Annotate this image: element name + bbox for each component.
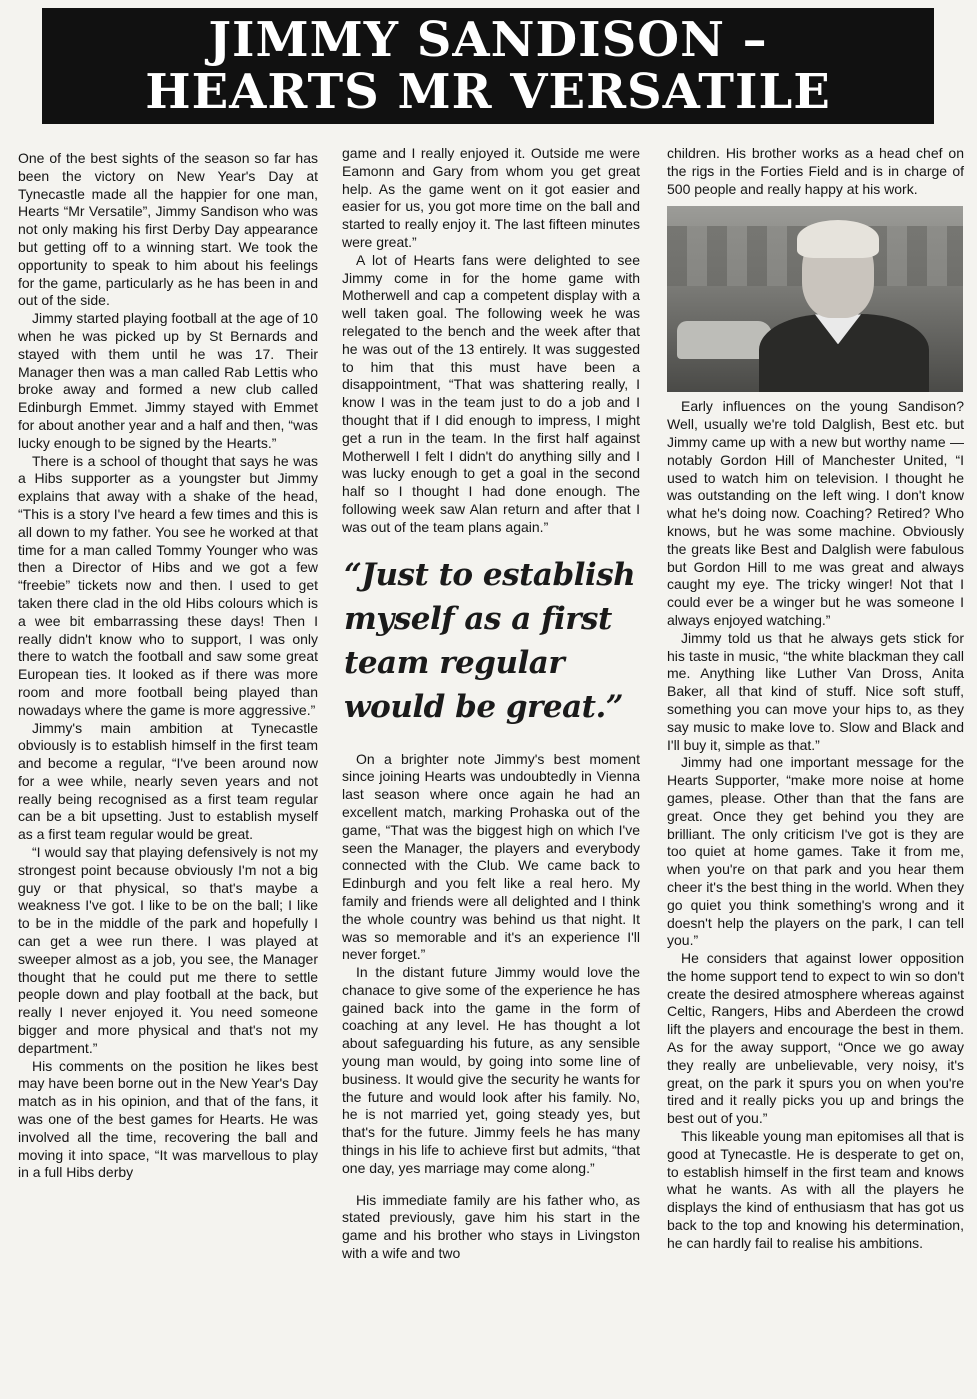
paragraph: One of the best sights of the season so far has been the victory on New Year's Day at Tynecastle made all the happier for one man, Hearts “Mr Versatile”, Jimmy Sandison who was not only making his first Derby Day appearance but getting off to a winning start. We took the opportunity to speak to him about his feelings for the game, particularly as he has been in and out of the side. [18, 150, 318, 309]
paragraph: Jimmy's main ambition at Tynecastle obviously is to establish himself in the first team and become a regular, “I've been around now for a wee while, nearly seven years and not really being recognised as a first team regular can be a bit upsetting. Just to establish myself as a first team regular would be great. [18, 719, 318, 843]
headline-line-2: HEARTS MR VERSATILE [145, 64, 831, 120]
paragraph: This likeable young man epitomises all that is good at Tynecastle. He is desperate to get on, to establish himself in the first team and knows what he wants. As with all the players he displays the kind of enthusiasm that has got us back to the top and knowing his determination, he can hardly fail to realise his ambitions. [667, 1128, 964, 1251]
paragraph: A lot of Hearts fans were delighted to see Jimmy come in for the home game with Motherwell and cap a competent display with a well taken goal. The following week he was relegated to the bench and the week after that he was out of the 13 entirely. It was suggested to him that this must have been a disappointment, “That was shattering really, I know I was in the team just to do a job and I thought that if I did enough to impress, I might get a run in the team. In the first half against Motherwell I felt I didn't do anything silly and I was lucky enough to get a goal in the second half so I thought I had done enough. The following week saw Alan return and after that I was out of the team plans again.” [342, 251, 640, 535]
paragraph: Jimmy started playing football at the age of 10 when he was picked up by St Bernards and stayed with them until he was 17. Their Manager then was a man called Rab Lettis who broke away and formed a new club called Edinburgh Emmet. Jimmy stayed with Emmet for about another year and a half and then, “was lucky enough to be signed by the Hearts.” [18, 310, 318, 451]
column-2 [342, 145, 640, 1263]
column-3 [667, 145, 964, 1253]
paragraph: “I would say that playing defensively is not my strongest point because obviously I'm not a big guy or that physical, so that's maybe a weakness I've got. I like to be on the ball; I like to be in the middle of the park and hopefully I can get a wee run there. I was played at sweeper almost as a job, you see, the Manager thought that he could put me there to settle people down and play football at the back, but really I never enjoyed it. You need someone bigger and more physical and that's not my department.” [18, 844, 318, 1056]
paragraph: children. His brother works as a head chef on the rigs in the Forties Field and is in charge of 500 people and really happy at his work. [667, 145, 964, 197]
headline-banner [42, 8, 934, 124]
photo-car [677, 321, 772, 359]
pull-quote: “Just to establish myself as a first team regular would be great.” [344, 556, 636, 725]
paragraph: Jimmy had one important message for the Hearts Supporter, “make more noise at home games, please. Other than that the fans are great. Once they get behind you they are brilliant. The only criticism I've got is they are too quiet at home games. Take it from me, when you're on that park and you hear them cheer it's the best thing in the world. When they go quiet you think something's wrong and it doesn't help the players on the park, I can tell you.” [667, 754, 964, 949]
paragraph: In the distant future Jimmy would love the chanace to give some of the experience he has gained back into the game in the form of coaching at any level. He has thought a lot about safeguarding his future, as any sensible young man would, by going into some line of business. It would give the security he wants for the future and would look after his family. No, he is not married yet, going steady yes, but that's for the future. Jimmy feels he has many things in his life to achieve first but admits, “that one day, yes marriage may come along.” [342, 964, 640, 1176]
paragraph: game and I really enjoyed it. Outside me were Eamonn and Gary from whom you get great help. As the game went on it got easier and easier for us, you got more time on the ball and started to really enjoy it. The last fifteen minutes were great.” [342, 145, 640, 250]
headline-line-1: JIMMY SANDISON – [208, 12, 768, 68]
paragraph: There is a school of thought that says he was a Hibs supporter as a youngster but Jimmy explains that away with a shake of the head, “This is a story I've heard a few times and this is all down to my father. You see he worked at that time for a man called Tommy Younger who was then a Director of Hibs and we got a few “freebie” tickets now and then. I used to get taken there clad in the old Hibs colours which is a wee bit embarrassing these days! Then I really didn't know who to support, I was only there to watch the football and saw some great European ties. It looked as if there was more room and more football being played than nowadays where the game is more aggressive.” [18, 452, 318, 718]
paragraph: On a brighter note Jimmy's best moment since joining Hearts was undoubtedly in Vienna last season where once again he had an excellent match, marking Prohaska out of the game, “That was the biggest high on which I've seen the Manager, the players and everybody connected with the Club. We came back to Edinburgh and you felt like a real hero. My family and friends were all delighted and I think the whole country was behind us that night. It was so memorable and it's an experience I'll never forget.” [342, 750, 640, 963]
player-photo [667, 206, 963, 392]
column-1 [18, 150, 318, 1182]
paragraph: His comments on the position he likes best may have been borne out in the New Year's Day match as in his opinion, and that of the fans, it was one of the best games for Hearts. He was involved all the time, recovering the ball and moving it into space, “It was marvellous to play in a full Hibs derby [18, 1057, 318, 1181]
paragraph: Early influences on the young Sandison? Well, usually we're told Dalglish, Best etc. but Jimmy came up with a new but worthy name — notably Gordon Hill of Manchester United, “I used to watch him on television. I thought he was outstanding on the left wing. I don't know what he's doing now. Coaching? Retired? Who knows, but he was some machine. Obviously the greats like Best and Dalglish were fabulous but Gordon Hill to me was great and always caught my eye. The tricky winger! Not that I could ever be a winger but he was someone I always enjoyed watching.” [667, 398, 964, 628]
paragraph: He considers that against lower opposition the home support tend to expect to win so don't create the desired atmosphere whereas against Celtic, Rangers, Hibs and Aberdeen the crowd lift the players and encourage the best in them. As for the away support, “Once we go away they really are unbelievable, very noisy, it's great, on the park it spurs you on when you're tired and it really picks you up and brings the best out of you.” [667, 950, 964, 1127]
paragraph: Jimmy told us that he always gets stick for his taste in music, “the white blackman they call me. Anything like Luther Van Dross, Anita Baker, all that kind of stuff. Nice soft stuff, something you can move your hips to, as they say music to make love to. Slow and Black and I'll buy it, simple as that.” [667, 629, 964, 753]
paragraph: His immediate family are his father who, as stated previously, gave him his start in the game and his brother who stays in Livingston with a wife and two [342, 1191, 640, 1262]
photo-hair [797, 220, 879, 258]
